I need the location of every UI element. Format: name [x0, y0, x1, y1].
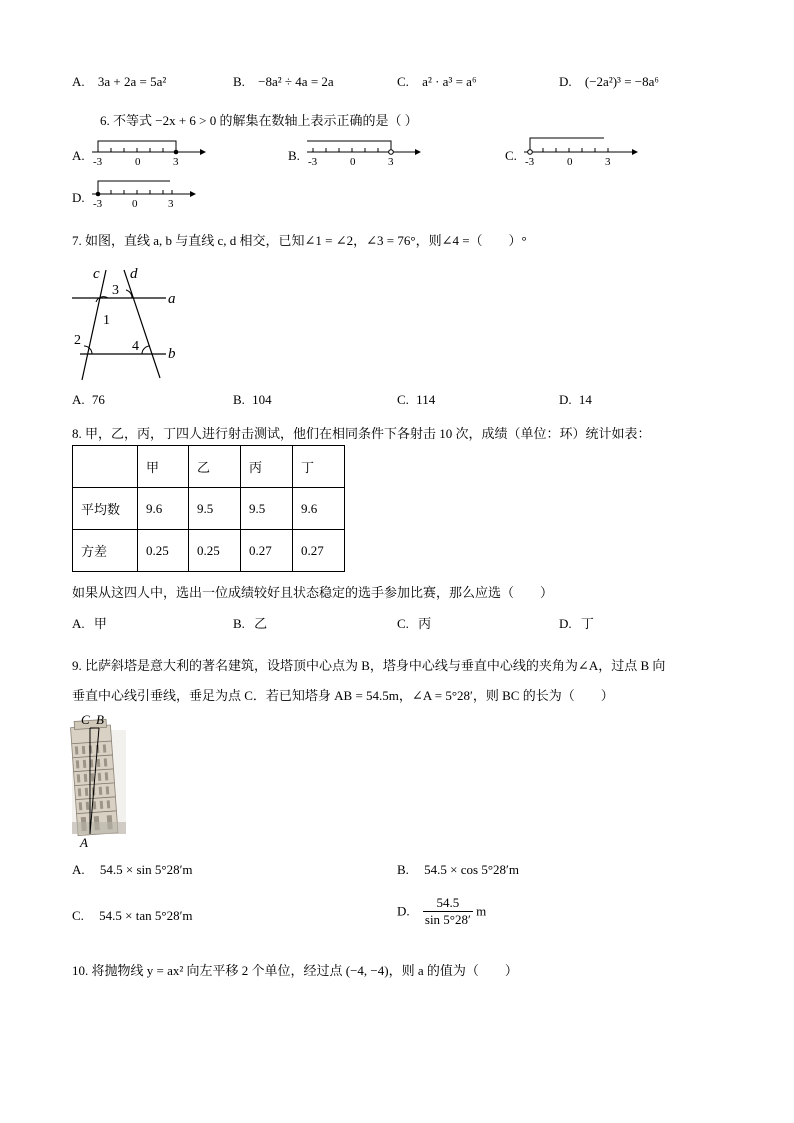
table-cell: 9.5 — [189, 488, 241, 530]
option-text: 乙 — [254, 616, 268, 631]
option-letter: C. — [397, 74, 409, 89]
option-fraction — [423, 895, 473, 928]
q6-option-d-letter: D. — [72, 190, 85, 205]
q7-option-a — [72, 392, 105, 408]
table-header-cell: 丙 — [241, 446, 293, 488]
q9-stem-line2: 垂直中心线引垂线，垂足为点 C．若已知塔身 AB = 54.5m，∠A = 5°28′，则 BC 的长为（ ） — [72, 688, 614, 703]
angle-4-label: 4 — [132, 339, 139, 354]
option-letter: B. — [233, 74, 245, 89]
tick-label: -3 — [93, 198, 103, 210]
table-cell: 0.27 — [293, 530, 345, 572]
q8-option-c — [397, 613, 431, 632]
option-letter: D. — [559, 392, 572, 407]
option-text: 54.5 × tan 5°28′m — [99, 908, 193, 923]
table-cell: 方差 — [73, 530, 138, 572]
q7-figure — [68, 262, 188, 384]
option-letter: A. — [72, 862, 85, 877]
option-text: 丁 — [580, 616, 594, 631]
option-text: 76 — [91, 392, 105, 407]
q6-option-b-letter: B. — [288, 148, 300, 163]
q7-stem: 7. 如图，直线 a, b 与直线 c, d 相交，已知∠1 = ∠2，∠3 = 76°，则∠4 =（ ）° — [72, 233, 527, 248]
option-letter: A. — [72, 392, 85, 407]
tick-label: -3 — [93, 156, 103, 168]
table-cell: 9.5 — [241, 488, 293, 530]
q5-option-d — [559, 74, 659, 90]
q7-option-d — [559, 392, 592, 408]
tick-label: 0 — [567, 156, 573, 168]
option-letter: D. — [397, 903, 410, 919]
q5-option-b — [233, 74, 334, 90]
tick-label: 3 — [388, 156, 394, 168]
label-A: A — [80, 835, 88, 850]
angle-2-label: 2 — [74, 333, 81, 348]
q6-option-c-numberline — [520, 132, 640, 170]
tick-label: 3 — [173, 156, 179, 168]
fraction-denominator: sin 5°28′ — [424, 912, 471, 927]
option-expr: a² · a³ = a⁶ — [422, 74, 477, 89]
q10-stem: 10. 将抛物线 y = ax² 向左平移 2 个单位，经过点 (−4, −4)，则 a 的值为（ ） — [72, 963, 518, 978]
option-letter: C. — [397, 616, 409, 631]
option-letter: C. — [72, 908, 84, 923]
option-text: 104 — [252, 392, 272, 407]
q6-option-a-numberline — [88, 132, 208, 170]
q6-option-c-letter: C. — [505, 148, 517, 163]
tick-label: -3 — [308, 156, 318, 168]
table-row — [73, 488, 345, 530]
q8-follow: 如果从这四人中，选出一位成绩较好且状态稳定的选手参加比赛，那么应选（ ） — [72, 585, 554, 600]
option-text: 14 — [578, 392, 592, 407]
tick-label: 3 — [168, 198, 174, 210]
option-letter: C. — [397, 392, 409, 407]
option-text: 54.5 × sin 5°28′m — [99, 862, 193, 877]
label-a: a — [168, 291, 176, 307]
tick-label: 0 — [135, 156, 141, 168]
q8-option-b — [233, 613, 267, 632]
option-expr: 3a + 2a = 5a² — [97, 74, 167, 89]
option-letter: A. — [72, 74, 85, 89]
q6-stem: 6. 不等式 −2x + 6 > 0 的解集在数轴上表示正确的是（ ） — [100, 113, 418, 128]
option-text: 丙 — [418, 616, 432, 631]
table-row — [73, 530, 345, 572]
tick-label: 0 — [132, 198, 138, 210]
q7-option-b — [233, 392, 272, 408]
label-C: C — [81, 712, 90, 727]
option-text: 54.5 × cos 5°28′m — [424, 862, 519, 877]
q7-option-c — [397, 392, 435, 408]
option-letter: A. — [72, 616, 85, 631]
table-header-cell — [73, 446, 138, 488]
table-header-row — [73, 446, 345, 488]
q9-option-a — [72, 862, 193, 878]
option-letter: D. — [559, 74, 572, 89]
q9-option-c — [72, 908, 193, 924]
table-header-cell: 乙 — [189, 446, 241, 488]
label-b: b — [168, 346, 176, 362]
option-letter: D. — [559, 616, 572, 631]
angle-3-label: 3 — [112, 283, 119, 298]
label-c: c — [93, 266, 100, 282]
table-cell: 0.25 — [189, 530, 241, 572]
table-header-cell: 甲 — [138, 446, 189, 488]
angle-1-label: 1 — [103, 313, 110, 328]
q8-option-d — [559, 613, 594, 632]
table-header-cell: 丁 — [293, 446, 345, 488]
q8-score-table — [72, 445, 345, 572]
label-d: d — [130, 266, 138, 282]
label-B: B — [96, 712, 104, 727]
option-letter: B. — [233, 392, 245, 407]
q6-option-b-numberline — [303, 132, 423, 170]
q8-stem: 8. 甲，乙，丙，丁四人进行射击测试，他们在相同条件下各射击 10 次，成绩（单位：环）统计如表： — [72, 426, 651, 441]
q9-stem-line1: 9. 比萨斜塔是意大利的著名建筑，设塔顶中心点为 B，塔身中心线与垂直中心线的夹角为∠A，过点 B 向 — [72, 658, 666, 673]
option-unit: m — [476, 903, 487, 919]
q5-option-c — [397, 74, 476, 90]
option-expr: −8a² ÷ 4a = 2a — [258, 74, 334, 89]
q6-option-d-numberline — [88, 174, 208, 212]
q5-option-a — [72, 74, 166, 90]
fraction-numerator: 54.5 — [423, 895, 473, 912]
tick-label: 0 — [350, 156, 356, 168]
q8-option-a — [72, 613, 107, 632]
q9-tower-figure — [68, 710, 132, 850]
q9-option-d — [397, 895, 486, 928]
option-text: 114 — [416, 392, 436, 407]
tick-label: -3 — [525, 156, 535, 168]
table-cell: 平均数 — [73, 488, 138, 530]
table-cell: 0.27 — [241, 530, 293, 572]
table-cell: 9.6 — [293, 488, 345, 530]
q9-option-b — [397, 862, 519, 878]
option-text: 甲 — [93, 616, 107, 631]
table-cell: 0.25 — [138, 530, 189, 572]
option-expr: (−2a²)³ = −8a⁶ — [584, 74, 659, 89]
option-letter: B. — [233, 616, 245, 631]
q6-option-a-letter: A. — [72, 148, 85, 163]
table-cell: 9.6 — [138, 488, 189, 530]
tick-label: 3 — [605, 156, 611, 168]
option-letter: B. — [397, 862, 409, 877]
